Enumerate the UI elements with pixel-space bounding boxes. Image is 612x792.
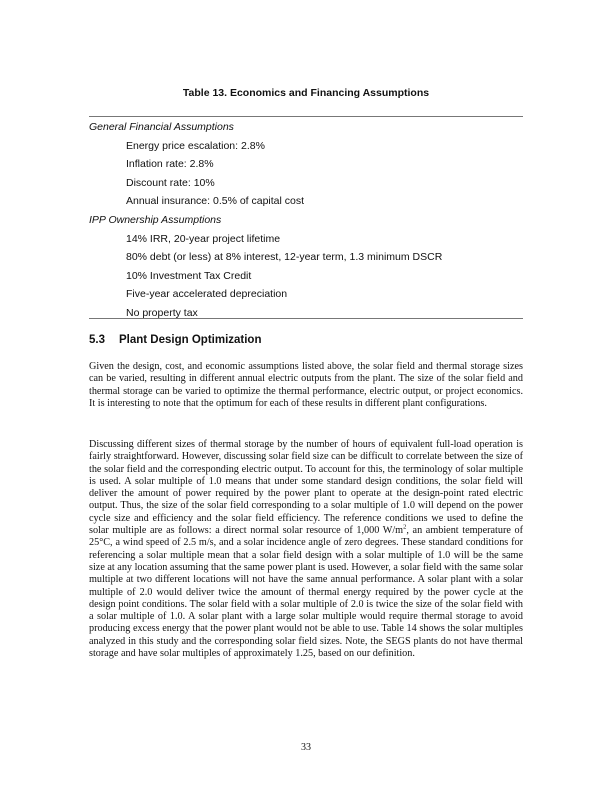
table-item: Inflation rate: 2.8% (126, 158, 214, 171)
section-title: Plant Design Optimization (119, 334, 262, 346)
table-item: Annual insurance: 0.5% of capital cost (126, 195, 305, 208)
section-number: 5.3 (89, 334, 105, 346)
table-item: 80% debt (or less) at 8% interest, 12-year term, 1.3 minimum DSCR (126, 251, 443, 264)
paragraph-text: Discussing different sizes of thermal storage by the number of hours of equivalent full-load operation is fairly straightforward. However, discussing solar field size can be difficult to correlate between the size of the solar field and the corresponding electric output. To account for this, the terminology of solar multiple is used. A solar multiple of 1.0 means that under some standard design conditions, the solar field will deliver the amount of power required by the power plant to operate at the design-point rated electric output. Thus, the size of the solar field corresponding to a solar multiple of 1.0 will depend on the power cycle size and efficiency and the solar field efficiency. The reference conditions we used to define the solar multiple are as follows: a direct normal solar resource of 1,000 W/m (89, 439, 523, 537)
body-paragraph-1: Given the design, cost, and economic assumptions listed above, the solar field and thermal storage sizes can be varied, resulting in different annual electric outputs from the plant. The size of the solar field and thermal storage can be varied to optimize the thermal performance, electric output, or project economics. It is interesting to note that the optimum for each of these results in different plant configurations. (89, 361, 523, 409)
paragraph-text: , an ambient temperature of 25°C, a wind speed of 2.5 m/s, and a solar incidence angle of zero degrees. These standard conditions for referencing a solar multiple mean that a solar field design with a solar multiple of 1.0 will be the same size at any location assuming that the same power plant is used. However, a solar field with the same solar multiple at two different locations will not have the same annual performance. A solar plant with a solar multiple of 2.0 would deliver twice the amount of thermal energy required by the power cycle at the design point conditions. The solar field with a solar multiple of 2.0 is twice the size of the solar field with a solar multiple of 1.0. A solar plant with a large solar multiple would require thermal storage to avoid producing excess energy that the power plant would not be able to use. Table 14 shows the solar multiples analyzed in this study and the corresponding solar field sizes. Note, the SEGS plants do not have thermal storage and have solar multiples of approximately 1.25, based on our definition. (89, 525, 524, 660)
table-item: 10% Investment Tax Credit (126, 269, 252, 282)
table-top-rule (89, 116, 523, 117)
table-section-heading: IPP Ownership Assumptions (89, 213, 222, 226)
assumptions-table (89, 118, 523, 323)
table-item: Energy price escalation: 2.8% (126, 139, 265, 152)
table-title: Table 13. Economics and Financing Assumptions (182, 87, 430, 99)
table-item: 14% IRR, 20-year project lifetime (126, 232, 281, 245)
table-item: Five-year accelerated depreciation (126, 288, 288, 301)
table-item: No property tax (126, 306, 198, 319)
body-paragraph-2 (89, 439, 523, 660)
superscript: 2 (403, 523, 407, 531)
table-bottom-rule (89, 318, 523, 319)
table-section-heading: General Financial Assumptions (89, 121, 234, 133)
page-number: 33 (301, 742, 311, 753)
section-heading (89, 334, 261, 346)
table-item: Discount rate: 10% (126, 176, 215, 189)
